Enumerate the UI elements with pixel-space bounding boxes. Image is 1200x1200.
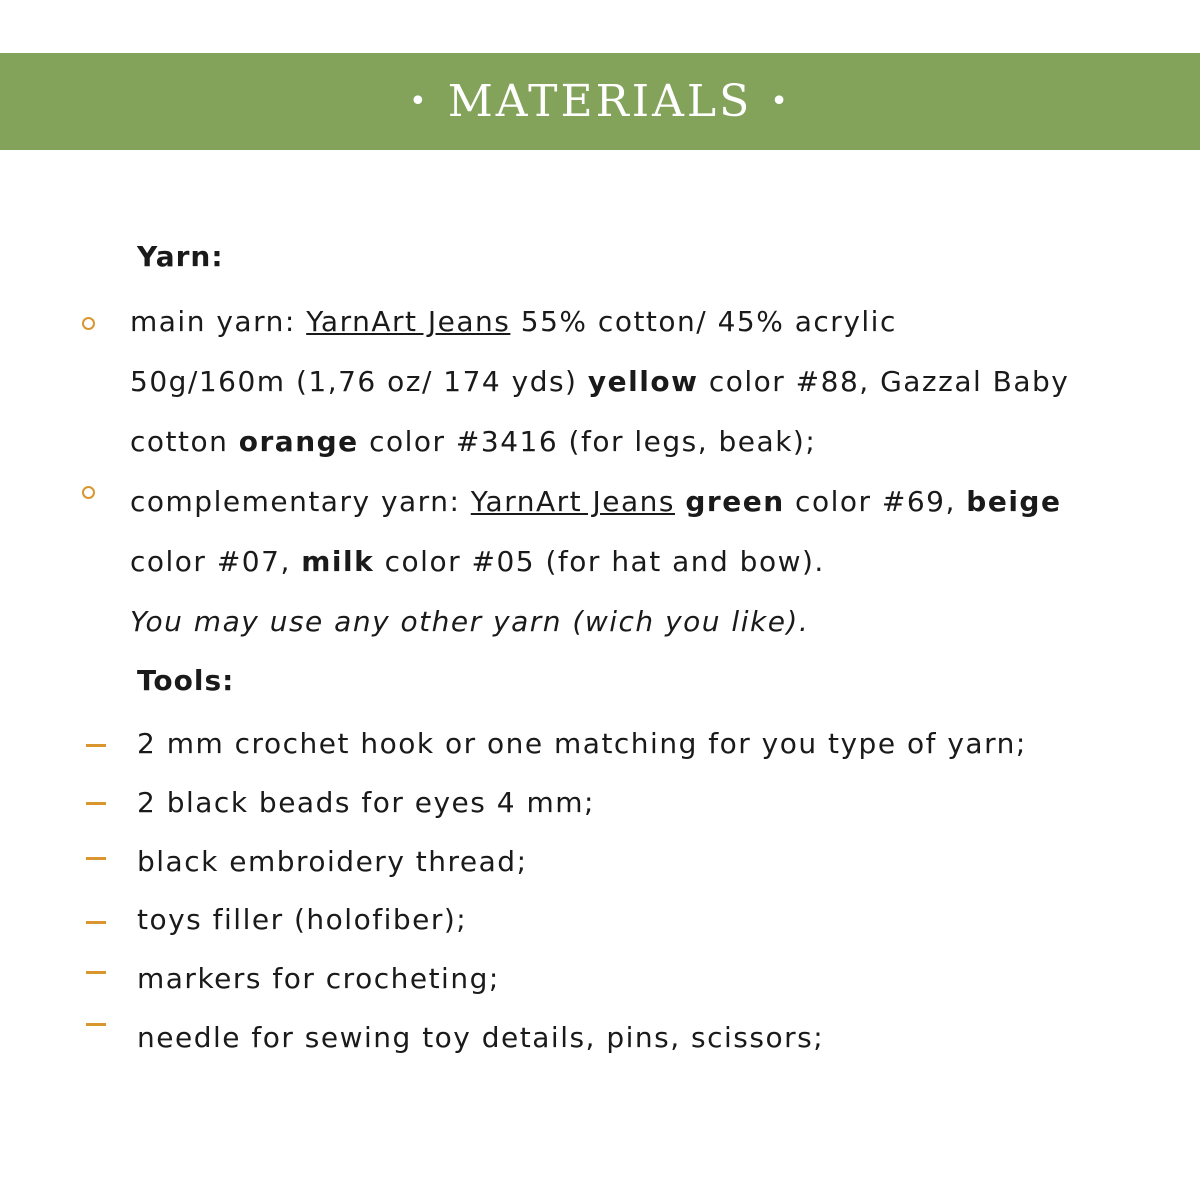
- banner-title-group: [391, 76, 809, 127]
- yarn-item-complementary-line-1: [130, 472, 1150, 532]
- circle-bullet-icon: [82, 486, 95, 499]
- banner-dot-right: •: [770, 84, 791, 119]
- dash-bullet-icon: [86, 921, 106, 924]
- dash-bullet-icon: [86, 857, 106, 860]
- yarn-item-main-line-3: [130, 412, 1150, 472]
- color-orange: orange: [238, 425, 359, 458]
- text-segment: 50g/160m (1,76 oz/ 174 yds): [130, 365, 588, 398]
- yarn-item-main-line-1: [130, 292, 1150, 352]
- yarn-item-main-line-2: [130, 352, 1150, 412]
- banner-dot-left: •: [409, 84, 430, 119]
- tool-item: markers for crocheting;: [137, 962, 500, 995]
- text-segment: [675, 485, 685, 518]
- tool-item: black embroidery thread;: [137, 845, 528, 878]
- dash-bullet-icon: [86, 802, 106, 805]
- yarn-item-complementary-line-2: [130, 532, 1150, 592]
- text-segment: color #3416 (for legs, beak);: [358, 425, 817, 458]
- text-segment: 55% cotton/ 45% acrylic: [510, 305, 897, 338]
- color-milk: milk: [301, 545, 375, 578]
- materials-banner: [0, 53, 1200, 150]
- text-segment: color #07,: [130, 545, 302, 578]
- yarnart-jeans-link[interactable]: YarnArt Jeans: [306, 305, 511, 338]
- dash-bullet-icon: [86, 971, 106, 974]
- color-yellow: yellow: [587, 365, 699, 398]
- dash-bullet-icon: [86, 744, 106, 747]
- text-segment: color #05 (for hat and bow).: [374, 545, 825, 578]
- color-beige: beige: [966, 485, 1062, 518]
- yarnart-jeans-link[interactable]: YarnArt Jeans: [470, 485, 675, 518]
- text-segment: color #88, Gazzal Baby: [698, 365, 1070, 398]
- text-segment: color #69,: [784, 485, 967, 518]
- circle-bullet-icon: [82, 317, 95, 330]
- text-segment: cotton: [130, 425, 239, 458]
- banner-title: MATERIALS: [447, 76, 753, 127]
- dash-bullet-icon: [86, 1023, 106, 1026]
- yarn-heading: Yarn:: [137, 240, 224, 273]
- yarn-note: [130, 592, 1150, 652]
- tool-item: 2 mm crochet hook or one matching for you type of yarn;: [137, 727, 1027, 760]
- yarn-item-complementary: [130, 472, 1150, 652]
- tools-heading: Tools:: [137, 664, 235, 697]
- tool-item: needle for sewing toy details, pins, scissors;: [137, 1021, 825, 1054]
- text-segment: complementary yarn:: [130, 485, 471, 518]
- text-segment: main yarn:: [130, 305, 307, 338]
- yarn-note-text: You may use any other yarn (wich you like).: [130, 605, 810, 638]
- color-green: green: [685, 485, 785, 518]
- tool-item: 2 black beads for eyes 4 mm;: [137, 786, 595, 819]
- tool-item: toys filler (holofiber);: [137, 903, 468, 936]
- yarn-item-main: [130, 292, 1150, 472]
